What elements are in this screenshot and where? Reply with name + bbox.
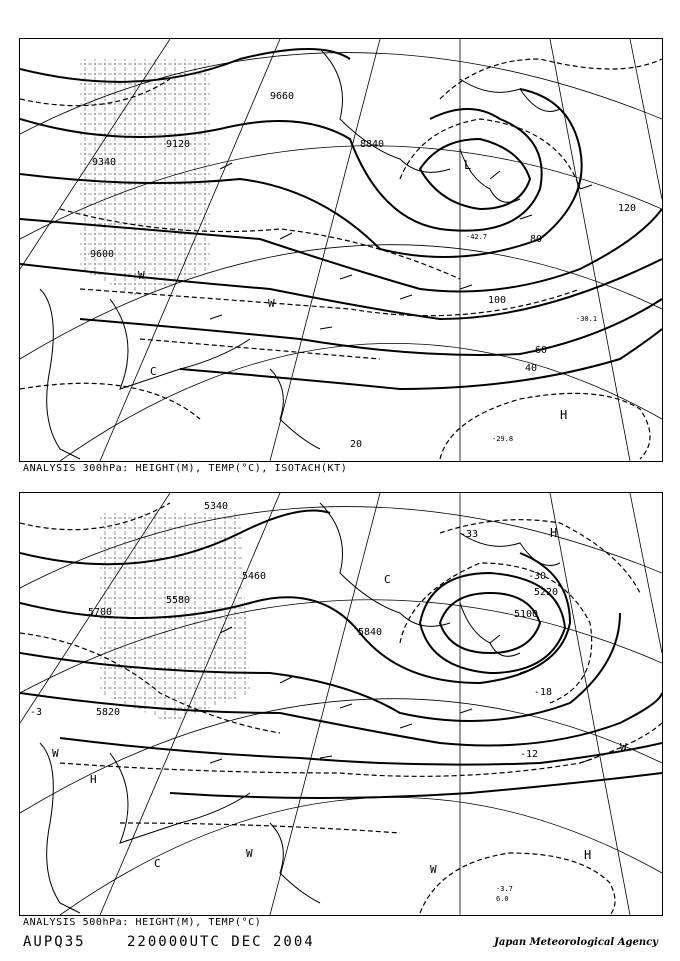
agency-credit: Japan Meteorological Agency	[494, 937, 658, 948]
map-300hpa	[19, 38, 663, 462]
temp-label: -3	[30, 707, 43, 718]
map-500hpa-canvas	[20, 493, 662, 915]
high-center: H	[550, 526, 558, 540]
chart-id: AUPQ35	[23, 934, 86, 950]
map-500hpa	[19, 492, 663, 916]
warm-center: W	[138, 269, 145, 282]
isotach-label: 80	[530, 234, 543, 245]
cold-center: C	[150, 365, 157, 378]
isotach-label: 60	[535, 345, 548, 356]
valid-time: 220000UTC DEC 2004	[127, 934, 315, 950]
temp-label: -3.7	[496, 885, 513, 893]
height-label: 5100	[514, 609, 539, 620]
height-label: 9120	[166, 139, 191, 150]
caption-500hpa: ANALYSIS 500hPa: HEIGHT(M), TEMP(°C)	[23, 917, 262, 928]
temp-label: -33	[460, 529, 479, 540]
map-300hpa-canvas	[20, 39, 662, 461]
cold-center: C	[154, 857, 161, 870]
height-label: 5340	[204, 501, 229, 512]
warm-center: W	[246, 847, 253, 860]
high-center: H	[90, 773, 97, 786]
warm-center: W	[268, 297, 275, 310]
height-label: 9660	[270, 91, 295, 102]
height-label: 8840	[360, 139, 385, 150]
isotach-label: 100	[488, 295, 507, 306]
isotach-label: 40	[525, 363, 538, 374]
warm-center: W	[52, 747, 59, 760]
cold-center: C	[384, 573, 391, 586]
warm-center: W	[620, 741, 627, 754]
temp-label: -30.1	[576, 315, 598, 323]
temp-label: -42.7	[466, 233, 488, 241]
height-label: 5580	[166, 595, 191, 606]
temp-label: 6.0	[496, 895, 509, 903]
warm-center: W	[430, 863, 437, 876]
high-center: H	[560, 408, 568, 422]
jet-core-shading	[80, 59, 210, 299]
height-label: 5820	[96, 707, 121, 718]
temp-label: -29.8	[492, 435, 514, 443]
height-label: 5700	[88, 607, 113, 618]
height-label: 9600	[90, 249, 115, 260]
isotach-label: 120	[618, 203, 637, 214]
high-center: H	[584, 848, 592, 862]
height-label: 5840	[358, 627, 383, 638]
low-center: L	[464, 158, 472, 172]
isotach-label: 20	[350, 439, 363, 450]
temp-label: -12	[520, 749, 539, 760]
caption-300hpa: ANALYSIS 300hPa: HEIGHT(M), TEMP(°C), ISOTACH(KT)	[23, 463, 348, 474]
height-label: 9340	[92, 157, 117, 168]
temp-label: -30	[528, 571, 547, 582]
height-label: 5220	[534, 587, 559, 598]
height-label: 5460	[242, 571, 267, 582]
temp-label: -18	[534, 687, 553, 698]
